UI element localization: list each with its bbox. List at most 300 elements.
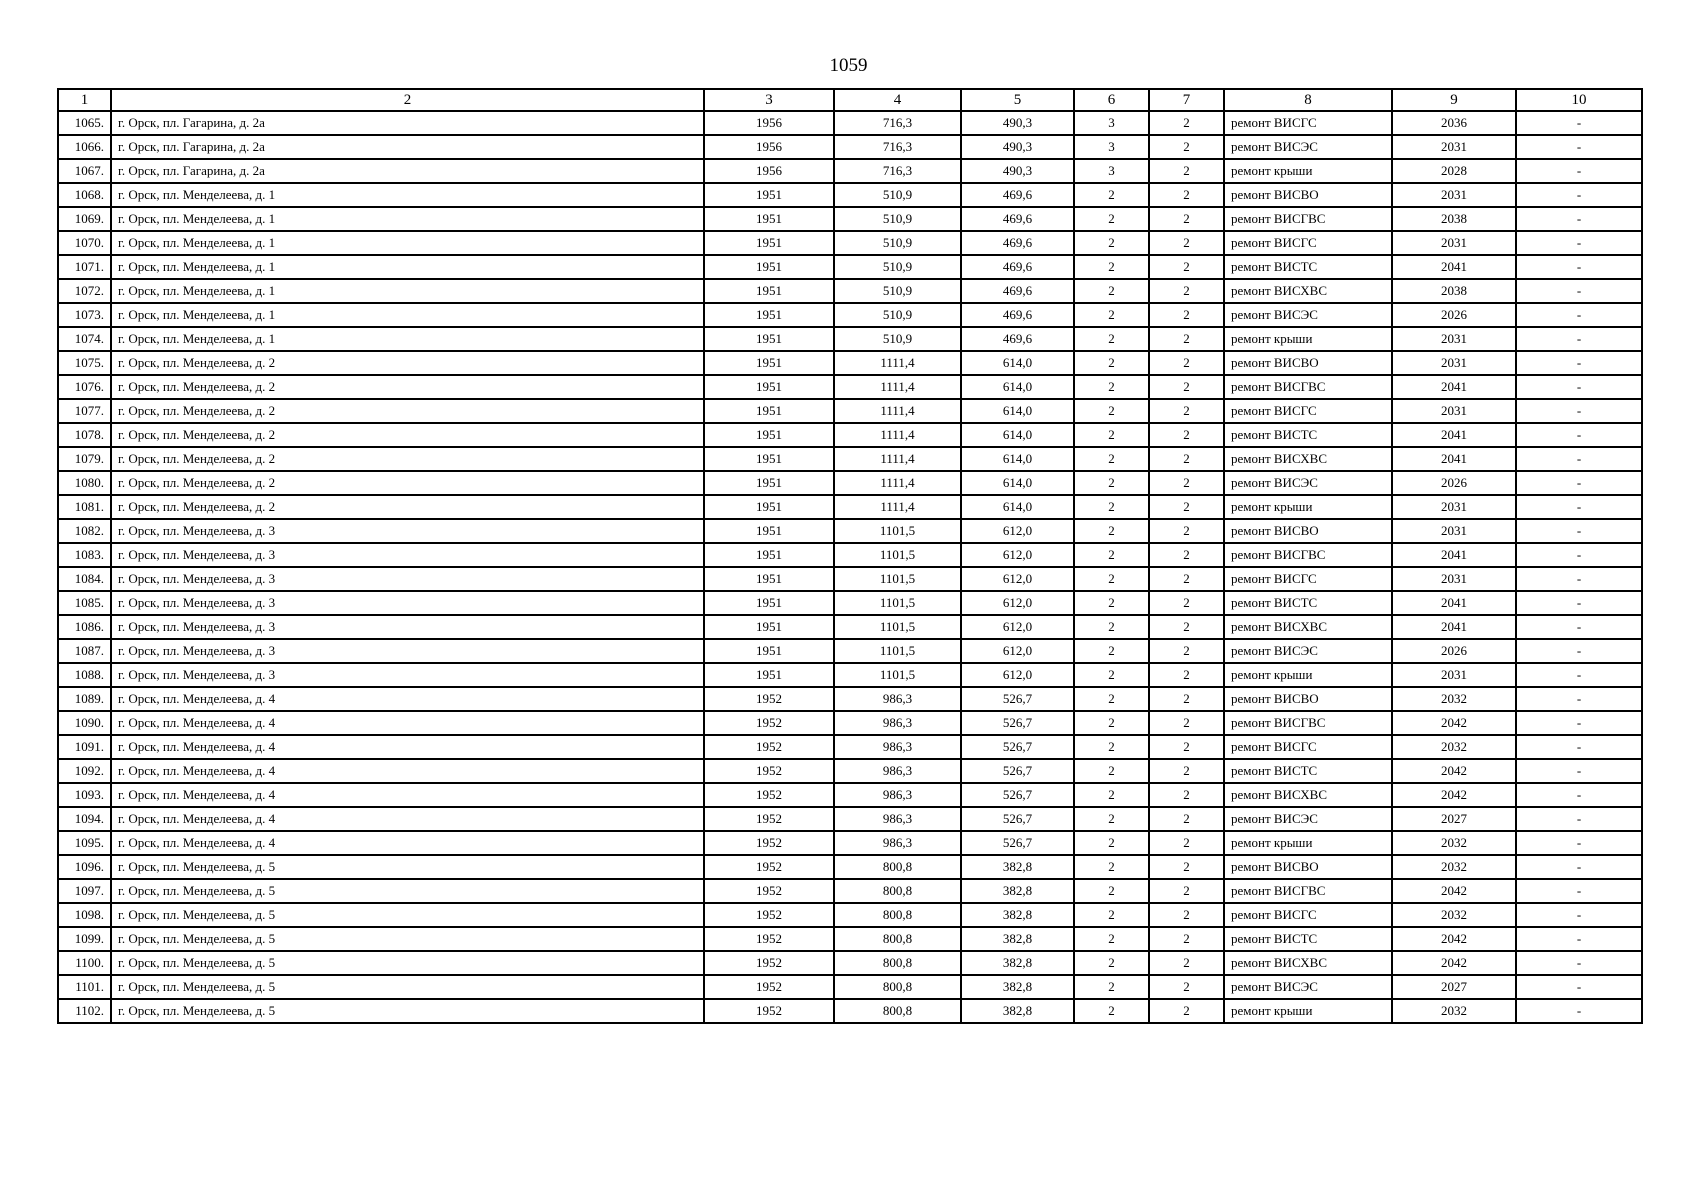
cell-address: г. Орск, пл. Менделеева, д. 1 <box>111 231 704 255</box>
cell-floors: 2 <box>1074 399 1149 423</box>
cell-address: г. Орск, пл. Менделеева, д. 1 <box>111 255 704 279</box>
cell-note: - <box>1516 735 1642 759</box>
cell-number: 1076. <box>58 375 111 399</box>
cell-year: 1951 <box>704 423 834 447</box>
cell-entrances: 2 <box>1149 903 1224 927</box>
cell-total-area: 716,3 <box>834 159 961 183</box>
cell-floors: 2 <box>1074 855 1149 879</box>
cell-entrances: 2 <box>1149 639 1224 663</box>
cell-note: - <box>1516 471 1642 495</box>
cell-entrances: 2 <box>1149 687 1224 711</box>
cell-number: 1096. <box>58 855 111 879</box>
cell-address: г. Орск, пл. Менделеева, д. 1 <box>111 327 704 351</box>
cell-address: г. Орск, пл. Менделеева, д. 1 <box>111 303 704 327</box>
cell-work-type: ремонт ВИСЭС <box>1224 303 1392 327</box>
cell-note: - <box>1516 495 1642 519</box>
cell-total-area: 1101,5 <box>834 519 961 543</box>
cell-total-area: 986,3 <box>834 759 961 783</box>
cell-floors: 2 <box>1074 807 1149 831</box>
cell-plan-year: 2027 <box>1392 807 1516 831</box>
cell-year: 1952 <box>704 735 834 759</box>
cell-floors: 2 <box>1074 639 1149 663</box>
cell-number: 1074. <box>58 327 111 351</box>
cell-address: г. Орск, пл. Менделеева, д. 3 <box>111 543 704 567</box>
cell-work-type: ремонт ВИСГС <box>1224 231 1392 255</box>
cell-plan-year: 2032 <box>1392 687 1516 711</box>
cell-year: 1951 <box>704 663 834 687</box>
cell-note: - <box>1516 855 1642 879</box>
cell-entrances: 2 <box>1149 807 1224 831</box>
cell-plan-year: 2041 <box>1392 423 1516 447</box>
cell-living-area: 614,0 <box>961 351 1074 375</box>
cell-plan-year: 2041 <box>1392 375 1516 399</box>
cell-number: 1083. <box>58 543 111 567</box>
cell-year: 1952 <box>704 975 834 999</box>
cell-living-area: 469,6 <box>961 255 1074 279</box>
cell-plan-year: 2031 <box>1392 495 1516 519</box>
cell-number: 1075. <box>58 351 111 375</box>
cell-note: - <box>1516 447 1642 471</box>
cell-total-area: 716,3 <box>834 135 961 159</box>
cell-number: 1067. <box>58 159 111 183</box>
cell-number: 1081. <box>58 495 111 519</box>
cell-total-area: 510,9 <box>834 279 961 303</box>
cell-work-type: ремонт ВИСВО <box>1224 351 1392 375</box>
cell-living-area: 382,8 <box>961 975 1074 999</box>
cell-year: 1952 <box>704 687 834 711</box>
cell-year: 1952 <box>704 783 834 807</box>
cell-number: 1090. <box>58 711 111 735</box>
cell-year: 1951 <box>704 327 834 351</box>
cell-number: 1093. <box>58 783 111 807</box>
cell-work-type: ремонт ВИСВО <box>1224 519 1392 543</box>
table-row <box>58 303 1642 327</box>
cell-work-type: ремонт ВИСХВС <box>1224 447 1392 471</box>
cell-number: 1065. <box>58 111 111 135</box>
cell-number: 1079. <box>58 447 111 471</box>
table-row <box>58 495 1642 519</box>
cell-number: 1066. <box>58 135 111 159</box>
cell-address: г. Орск, пл. Менделеева, д. 4 <box>111 831 704 855</box>
cell-entrances: 2 <box>1149 279 1224 303</box>
cell-living-area: 382,8 <box>961 927 1074 951</box>
table-row <box>58 399 1642 423</box>
cell-total-area: 800,8 <box>834 999 961 1023</box>
cell-note: - <box>1516 903 1642 927</box>
cell-total-area: 1101,5 <box>834 543 961 567</box>
cell-year: 1951 <box>704 231 834 255</box>
cell-plan-year: 2026 <box>1392 471 1516 495</box>
table-row <box>58 639 1642 663</box>
cell-work-type: ремонт ВИСЭС <box>1224 135 1392 159</box>
cell-living-area: 526,7 <box>961 711 1074 735</box>
cell-total-area: 986,3 <box>834 783 961 807</box>
cell-living-area: 469,6 <box>961 303 1074 327</box>
table-row <box>58 663 1642 687</box>
cell-work-type: ремонт ВИСГВС <box>1224 879 1392 903</box>
cell-note: - <box>1516 927 1642 951</box>
cell-total-area: 800,8 <box>834 903 961 927</box>
cell-note: - <box>1516 807 1642 831</box>
cell-plan-year: 2042 <box>1392 783 1516 807</box>
cell-entrances: 2 <box>1149 975 1224 999</box>
cell-work-type: ремонт ВИСВО <box>1224 855 1392 879</box>
cell-living-area: 469,6 <box>961 207 1074 231</box>
cell-address: г. Орск, пл. Менделеева, д. 5 <box>111 999 704 1023</box>
cell-plan-year: 2041 <box>1392 591 1516 615</box>
table-row <box>58 279 1642 303</box>
cell-address: г. Орск, пл. Менделеева, д. 3 <box>111 567 704 591</box>
cell-living-area: 382,8 <box>961 951 1074 975</box>
cell-living-area: 526,7 <box>961 831 1074 855</box>
cell-entrances: 2 <box>1149 927 1224 951</box>
cell-address: г. Орск, пл. Менделеева, д. 1 <box>111 207 704 231</box>
cell-number: 1097. <box>58 879 111 903</box>
cell-work-type: ремонт ВИСВО <box>1224 183 1392 207</box>
cell-work-type: ремонт ВИСЭС <box>1224 639 1392 663</box>
cell-entrances: 2 <box>1149 423 1224 447</box>
cell-work-type: ремонт ВИСГВС <box>1224 543 1392 567</box>
cell-year: 1951 <box>704 615 834 639</box>
cell-year: 1951 <box>704 255 834 279</box>
cell-note: - <box>1516 303 1642 327</box>
cell-work-type: ремонт ВИСТС <box>1224 927 1392 951</box>
cell-note: - <box>1516 591 1642 615</box>
cell-plan-year: 2042 <box>1392 879 1516 903</box>
table-row <box>58 903 1642 927</box>
cell-floors: 2 <box>1074 279 1149 303</box>
cell-floors: 2 <box>1074 255 1149 279</box>
cell-address: г. Орск, пл. Менделеева, д. 4 <box>111 735 704 759</box>
cell-work-type: ремонт крыши <box>1224 663 1392 687</box>
cell-work-type: ремонт ВИСГС <box>1224 399 1392 423</box>
cell-total-area: 1101,5 <box>834 615 961 639</box>
cell-floors: 2 <box>1074 591 1149 615</box>
cell-entrances: 2 <box>1149 663 1224 687</box>
cell-address: г. Орск, пл. Гагарина, д. 2а <box>111 135 704 159</box>
cell-number: 1102. <box>58 999 111 1023</box>
table-row <box>58 783 1642 807</box>
table-header-row <box>58 89 1642 111</box>
cell-total-area: 510,9 <box>834 327 961 351</box>
cell-entrances: 2 <box>1149 135 1224 159</box>
cell-entrances: 2 <box>1149 447 1224 471</box>
cell-year: 1951 <box>704 351 834 375</box>
cell-entrances: 2 <box>1149 711 1224 735</box>
table-row <box>58 447 1642 471</box>
cell-work-type: ремонт ВИСХВС <box>1224 615 1392 639</box>
cell-address: г. Орск, пл. Менделеева, д. 5 <box>111 927 704 951</box>
cell-year: 1951 <box>704 495 834 519</box>
cell-floors: 2 <box>1074 711 1149 735</box>
cell-note: - <box>1516 567 1642 591</box>
table-row <box>58 591 1642 615</box>
cell-address: г. Орск, пл. Менделеева, д. 4 <box>111 711 704 735</box>
cell-work-type: ремонт крыши <box>1224 999 1392 1023</box>
cell-plan-year: 2031 <box>1392 351 1516 375</box>
cell-year: 1956 <box>704 159 834 183</box>
cell-number: 1089. <box>58 687 111 711</box>
table-row <box>58 831 1642 855</box>
cell-entrances: 2 <box>1149 951 1224 975</box>
cell-plan-year: 2042 <box>1392 951 1516 975</box>
table-row <box>58 423 1642 447</box>
cell-floors: 3 <box>1074 135 1149 159</box>
cell-year: 1952 <box>704 879 834 903</box>
cell-number: 1071. <box>58 255 111 279</box>
cell-total-area: 986,3 <box>834 711 961 735</box>
cell-entrances: 2 <box>1149 303 1224 327</box>
cell-work-type: ремонт ВИСЭС <box>1224 807 1392 831</box>
cell-note: - <box>1516 783 1642 807</box>
cell-work-type: ремонт ВИСТС <box>1224 591 1392 615</box>
cell-entrances: 2 <box>1149 519 1224 543</box>
cell-address: г. Орск, пл. Менделеева, д. 5 <box>111 879 704 903</box>
cell-year: 1952 <box>704 903 834 927</box>
cell-total-area: 986,3 <box>834 807 961 831</box>
cell-plan-year: 2041 <box>1392 255 1516 279</box>
table-row <box>58 687 1642 711</box>
cell-floors: 2 <box>1074 303 1149 327</box>
cell-work-type: ремонт ВИСГС <box>1224 567 1392 591</box>
cell-plan-year: 2041 <box>1392 447 1516 471</box>
cell-entrances: 2 <box>1149 207 1224 231</box>
table-row <box>58 231 1642 255</box>
cell-address: г. Орск, пл. Менделеева, д. 3 <box>111 519 704 543</box>
cell-total-area: 800,8 <box>834 927 961 951</box>
table-body <box>58 111 1642 1023</box>
cell-floors: 2 <box>1074 759 1149 783</box>
cell-entrances: 2 <box>1149 831 1224 855</box>
cell-address: г. Орск, пл. Менделеева, д. 3 <box>111 591 704 615</box>
cell-entrances: 2 <box>1149 159 1224 183</box>
cell-floors: 2 <box>1074 543 1149 567</box>
table-row <box>58 951 1642 975</box>
cell-plan-year: 2028 <box>1392 159 1516 183</box>
table-row <box>58 927 1642 951</box>
cell-plan-year: 2032 <box>1392 831 1516 855</box>
cell-number: 1094. <box>58 807 111 831</box>
cell-address: г. Орск, пл. Менделеева, д. 4 <box>111 759 704 783</box>
cell-address: г. Орск, пл. Гагарина, д. 2а <box>111 111 704 135</box>
cell-total-area: 510,9 <box>834 183 961 207</box>
cell-plan-year: 2032 <box>1392 999 1516 1023</box>
cell-floors: 2 <box>1074 351 1149 375</box>
cell-address: г. Орск, пл. Менделеева, д. 2 <box>111 495 704 519</box>
column-header-col-floors: 6 <box>1074 89 1149 111</box>
cell-address: г. Орск, пл. Менделеева, д. 2 <box>111 351 704 375</box>
cell-entrances: 2 <box>1149 327 1224 351</box>
cell-floors: 2 <box>1074 879 1149 903</box>
cell-year: 1952 <box>704 831 834 855</box>
cell-living-area: 490,3 <box>961 159 1074 183</box>
cell-entrances: 2 <box>1149 999 1224 1023</box>
cell-year: 1951 <box>704 375 834 399</box>
cell-floors: 2 <box>1074 975 1149 999</box>
cell-work-type: ремонт ВИСТС <box>1224 423 1392 447</box>
cell-total-area: 800,8 <box>834 879 961 903</box>
cell-year: 1952 <box>704 807 834 831</box>
table-row <box>58 807 1642 831</box>
cell-note: - <box>1516 951 1642 975</box>
table-row <box>58 375 1642 399</box>
cell-work-type: ремонт ВИСГС <box>1224 111 1392 135</box>
cell-total-area: 510,9 <box>834 255 961 279</box>
cell-number: 1073. <box>58 303 111 327</box>
cell-living-area: 612,0 <box>961 543 1074 567</box>
cell-number: 1099. <box>58 927 111 951</box>
cell-address: г. Орск, пл. Менделеева, д. 5 <box>111 951 704 975</box>
cell-number: 1078. <box>58 423 111 447</box>
cell-floors: 2 <box>1074 663 1149 687</box>
cell-living-area: 526,7 <box>961 759 1074 783</box>
cell-address: г. Орск, пл. Менделеева, д. 4 <box>111 687 704 711</box>
cell-year: 1951 <box>704 303 834 327</box>
cell-total-area: 1101,5 <box>834 663 961 687</box>
cell-floors: 2 <box>1074 375 1149 399</box>
column-header-col-plan-year: 9 <box>1392 89 1516 111</box>
cell-plan-year: 2031 <box>1392 663 1516 687</box>
cell-year: 1951 <box>704 519 834 543</box>
cell-number: 1077. <box>58 399 111 423</box>
cell-living-area: 614,0 <box>961 447 1074 471</box>
cell-floors: 2 <box>1074 183 1149 207</box>
cell-living-area: 469,6 <box>961 231 1074 255</box>
cell-number: 1084. <box>58 567 111 591</box>
cell-work-type: ремонт ВИСВО <box>1224 687 1392 711</box>
cell-floors: 2 <box>1074 831 1149 855</box>
cell-living-area: 614,0 <box>961 471 1074 495</box>
cell-total-area: 1111,4 <box>834 399 961 423</box>
cell-floors: 2 <box>1074 927 1149 951</box>
column-header-col-number: 1 <box>58 89 111 111</box>
cell-address: г. Орск, пл. Менделеева, д. 2 <box>111 471 704 495</box>
cell-living-area: 526,7 <box>961 783 1074 807</box>
cell-address: г. Орск, пл. Менделеева, д. 3 <box>111 639 704 663</box>
column-header-col-note: 10 <box>1516 89 1642 111</box>
cell-year: 1956 <box>704 111 834 135</box>
table-row <box>58 135 1642 159</box>
cell-total-area: 1101,5 <box>834 591 961 615</box>
cell-entrances: 2 <box>1149 471 1224 495</box>
cell-note: - <box>1516 279 1642 303</box>
cell-note: - <box>1516 999 1642 1023</box>
cell-living-area: 612,0 <box>961 567 1074 591</box>
cell-plan-year: 2032 <box>1392 855 1516 879</box>
cell-number: 1085. <box>58 591 111 615</box>
cell-entrances: 2 <box>1149 783 1224 807</box>
cell-floors: 2 <box>1074 567 1149 591</box>
table-row <box>58 855 1642 879</box>
table-row <box>58 327 1642 351</box>
cell-address: г. Орск, пл. Менделеева, д. 5 <box>111 903 704 927</box>
cell-work-type: ремонт ВИСХВС <box>1224 279 1392 303</box>
cell-number: 1070. <box>58 231 111 255</box>
table-row <box>58 543 1642 567</box>
cell-note: - <box>1516 327 1642 351</box>
cell-plan-year: 2031 <box>1392 567 1516 591</box>
cell-number: 1091. <box>58 735 111 759</box>
cell-floors: 2 <box>1074 735 1149 759</box>
cell-number: 1088. <box>58 663 111 687</box>
table-row <box>58 567 1642 591</box>
cell-year: 1951 <box>704 471 834 495</box>
cell-total-area: 986,3 <box>834 831 961 855</box>
cell-note: - <box>1516 183 1642 207</box>
cell-living-area: 614,0 <box>961 399 1074 423</box>
cell-work-type: ремонт ВИСГВС <box>1224 207 1392 231</box>
cell-entrances: 2 <box>1149 495 1224 519</box>
table-row <box>58 207 1642 231</box>
cell-note: - <box>1516 831 1642 855</box>
cell-work-type: ремонт ВИСТС <box>1224 759 1392 783</box>
cell-living-area: 469,6 <box>961 183 1074 207</box>
cell-note: - <box>1516 879 1642 903</box>
cell-total-area: 1111,4 <box>834 495 961 519</box>
cell-entrances: 2 <box>1149 615 1224 639</box>
cell-total-area: 800,8 <box>834 855 961 879</box>
cell-year: 1952 <box>704 711 834 735</box>
cell-work-type: ремонт крыши <box>1224 159 1392 183</box>
cell-total-area: 716,3 <box>834 111 961 135</box>
cell-entrances: 2 <box>1149 351 1224 375</box>
cell-address: г. Орск, пл. Менделеева, д. 2 <box>111 423 704 447</box>
cell-plan-year: 2031 <box>1392 519 1516 543</box>
cell-year: 1951 <box>704 207 834 231</box>
cell-address: г. Орск, пл. Менделеева, д. 3 <box>111 615 704 639</box>
cell-number: 1080. <box>58 471 111 495</box>
cell-note: - <box>1516 519 1642 543</box>
cell-plan-year: 2041 <box>1392 543 1516 567</box>
cell-total-area: 1111,4 <box>834 447 961 471</box>
column-header-col-total-area: 4 <box>834 89 961 111</box>
cell-year: 1951 <box>704 399 834 423</box>
cell-address: г. Орск, пл. Менделеева, д. 2 <box>111 399 704 423</box>
cell-number: 1098. <box>58 903 111 927</box>
cell-work-type: ремонт ВИСЭС <box>1224 975 1392 999</box>
cell-year: 1951 <box>704 279 834 303</box>
cell-year: 1951 <box>704 183 834 207</box>
cell-total-area: 800,8 <box>834 951 961 975</box>
cell-living-area: 382,8 <box>961 903 1074 927</box>
cell-total-area: 1101,5 <box>834 567 961 591</box>
column-header-col-address: 2 <box>111 89 704 111</box>
table-row <box>58 183 1642 207</box>
cell-note: - <box>1516 759 1642 783</box>
cell-entrances: 2 <box>1149 231 1224 255</box>
cell-note: - <box>1516 231 1642 255</box>
cell-plan-year: 2041 <box>1392 615 1516 639</box>
cell-note: - <box>1516 255 1642 279</box>
cell-floors: 2 <box>1074 207 1149 231</box>
cell-address: г. Орск, пл. Гагарина, д. 2а <box>111 159 704 183</box>
cell-work-type: ремонт ВИСХВС <box>1224 951 1392 975</box>
cell-note: - <box>1516 351 1642 375</box>
cell-plan-year: 2032 <box>1392 903 1516 927</box>
cell-address: г. Орск, пл. Менделеева, д. 5 <box>111 975 704 999</box>
cell-address: г. Орск, пл. Менделеева, д. 4 <box>111 783 704 807</box>
cell-floors: 2 <box>1074 423 1149 447</box>
cell-living-area: 469,6 <box>961 279 1074 303</box>
cell-floors: 2 <box>1074 687 1149 711</box>
cell-floors: 2 <box>1074 519 1149 543</box>
column-header-col-entrances: 7 <box>1149 89 1224 111</box>
cell-entrances: 2 <box>1149 255 1224 279</box>
cell-floors: 2 <box>1074 999 1149 1023</box>
cell-plan-year: 2031 <box>1392 183 1516 207</box>
cell-work-type: ремонт ВИСГВС <box>1224 711 1392 735</box>
page-number: 1059 <box>829 55 868 76</box>
